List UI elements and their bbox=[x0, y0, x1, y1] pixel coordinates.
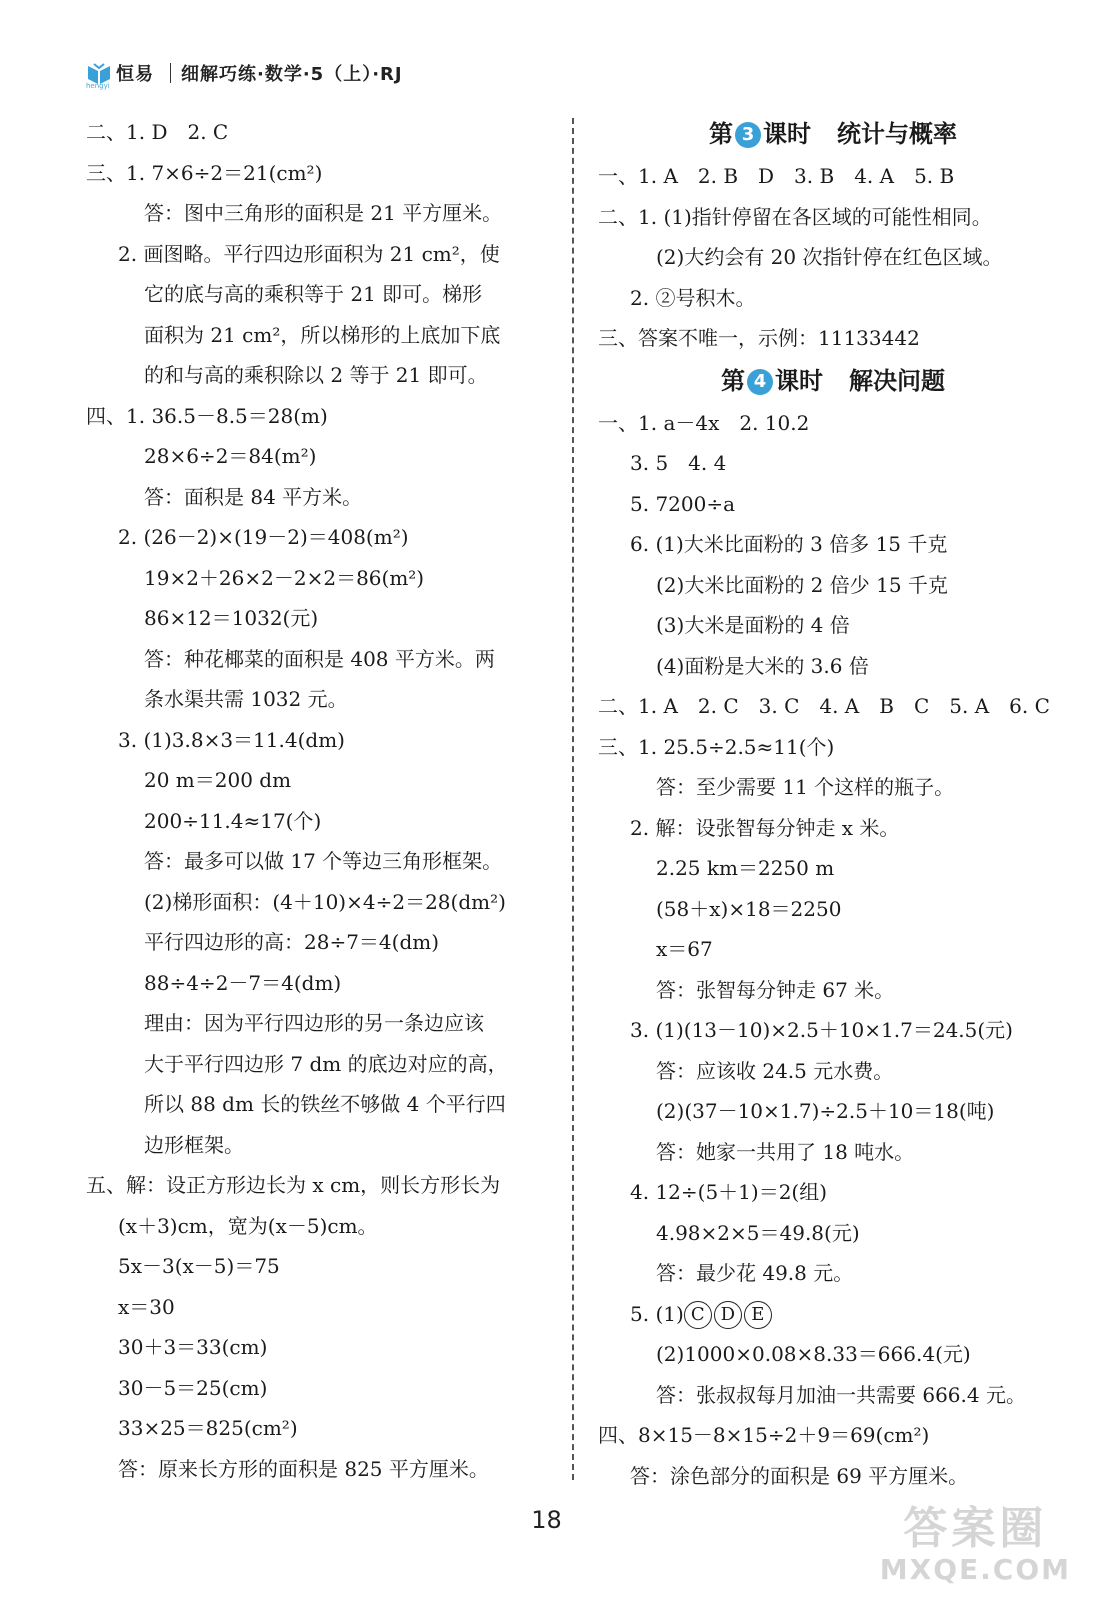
answer-line: 答：最多可以做 17 个等边三角形框架。 bbox=[144, 849, 503, 873]
answer-line: (3)大米是面粉的 4 倍 bbox=[656, 613, 850, 637]
left-column bbox=[86, 112, 556, 1489]
lesson-prefix: 第 bbox=[721, 366, 745, 395]
answer-line: 一、1. A 2. B D 3. B 4. A 5. B bbox=[598, 164, 955, 188]
answer-line: 四、8×15－8×15÷2＋9＝69(cm²) bbox=[598, 1423, 930, 1447]
answer-line: 5. 7200÷a bbox=[630, 491, 736, 516]
lesson-suffix: 课时 bbox=[763, 120, 811, 148]
answer-line: 4.98×2×5＝49.8(元) bbox=[656, 1220, 860, 1245]
answer-line: 2. 解：设张智每分钟走 x 米。 bbox=[630, 815, 900, 840]
answer-line: 答：她家一共用了 18 吨水。 bbox=[656, 1139, 915, 1164]
answer-line: 30＋3＝33(cm) bbox=[118, 1335, 268, 1359]
answer-line: 三、1. 7×6÷2＝21(cm²) bbox=[86, 160, 323, 185]
answer-line: 二、1. A 2. C 3. C 4. A B C 5. A 6. C bbox=[598, 694, 1050, 718]
answer-line: 二、1. D 2. C bbox=[86, 120, 229, 144]
lesson-number-badge: 4 bbox=[747, 369, 773, 395]
book-title: 细解巧练·数学·5（上）·RJ bbox=[181, 64, 403, 85]
answer-line: 5x－3(x－5)＝75 bbox=[118, 1254, 280, 1278]
answer-line: 四、1. 36.5－8.5＝28(m) bbox=[86, 403, 328, 428]
logo-text: 恒易 bbox=[116, 64, 154, 85]
circled-letter: D bbox=[714, 1301, 742, 1329]
answer-line: 答：张叔叔每月加油一共需要 666.4 元。 bbox=[656, 1382, 1026, 1407]
answer-line: 条水渠共需 1032 元。 bbox=[144, 687, 348, 711]
answer-line: 3. (1)3.8×3＝11.4(dm) bbox=[118, 727, 345, 752]
answer-line: (2)梯形面积：(4＋10)×4÷2＝28(dm²) bbox=[144, 889, 506, 914]
column-divider bbox=[572, 118, 574, 1480]
section-title-lesson4 bbox=[598, 359, 1068, 403]
page-number: 18 bbox=[531, 1506, 562, 1534]
answer-line: 它的底与高的乘积等于 21 即可。梯形 bbox=[144, 282, 483, 306]
lesson-suffix: 课时 bbox=[775, 366, 823, 395]
answer-line: 2. 画图略。平行四边形面积为 21 cm²，使 bbox=[118, 241, 500, 266]
page-header bbox=[86, 56, 403, 90]
answer-line: (x＋3)cm，宽为(x－5)cm。 bbox=[118, 1213, 378, 1238]
answer-line: (2)大约会有 20 次指针停在红色区域。 bbox=[656, 245, 1003, 269]
answer-line: 五、解：设正方形边长为 x cm，则长方形长为 bbox=[86, 1173, 501, 1197]
answer-line: 答：涂色部分的面积是 69 平方厘米。 bbox=[630, 1463, 969, 1488]
circled-letter: E bbox=[744, 1301, 772, 1329]
answer-line: 2. ②号积木。 bbox=[630, 285, 756, 310]
answer-line: 的和与高的乘积除以 2 等于 21 即可。 bbox=[144, 363, 488, 387]
answer-line: 答：图中三角形的面积是 21 平方厘米。 bbox=[144, 201, 503, 225]
answer-line: (2)(37－10×1.7)÷2.5＋10＝18(吨) bbox=[656, 1099, 995, 1123]
watermark bbox=[880, 1505, 1071, 1586]
answer-line: 理由：因为平行四边形的另一条边应该 bbox=[144, 1011, 484, 1035]
right-column bbox=[598, 112, 1068, 1496]
answer-line: 6. (1)大米比面粉的 3 倍多 15 千克 bbox=[630, 532, 948, 556]
answer-line: 二、1. (1)指针停留在各区域的可能性相同。 bbox=[598, 204, 992, 229]
answer-line: 86×12＝1032(元) bbox=[144, 606, 319, 630]
answer-line: 200÷11.4≈17(个) bbox=[144, 808, 322, 833]
lesson-title: 解决问题 bbox=[849, 366, 945, 395]
answer-line: (2)1000×0.08×8.33＝666.4(元) bbox=[656, 1342, 971, 1366]
answer-line: (2)大米比面粉的 2 倍少 15 千克 bbox=[656, 572, 948, 597]
answer-line: 一、1. a－4x 2. 10.2 bbox=[598, 410, 810, 435]
answer-line: 30－5＝25(cm) bbox=[118, 1375, 268, 1400]
answer-line: (58＋x)×18＝2250 bbox=[656, 896, 842, 921]
answer-line: x＝30 bbox=[118, 1294, 175, 1319]
answer-line: 答：应该收 24.5 元水费。 bbox=[656, 1058, 894, 1083]
lesson4-answers-end bbox=[598, 1334, 1068, 1496]
answer-line: x＝67 bbox=[656, 937, 713, 961]
lesson4-answers bbox=[598, 403, 1068, 1294]
answer-line: 20 m＝200 dm bbox=[144, 768, 292, 792]
answer-line: 2.25 km＝2250 m bbox=[656, 856, 835, 880]
answer-line: 28×6÷2＝84(m²) bbox=[144, 444, 317, 468]
answer-line-q5 bbox=[598, 1294, 1068, 1335]
answer-line: 平行四边形的高：28÷7＝4(dm) bbox=[144, 930, 440, 954]
answer-line: 答：面积是 84 平方米。 bbox=[144, 484, 363, 509]
answer-line: 3. (1)(13－10)×2.5＋10×1.7＝24.5(元) bbox=[630, 1018, 1013, 1042]
answer-line: 88÷4÷2－7＝4(dm) bbox=[144, 970, 342, 995]
answer-line: 33×25＝825(cm²) bbox=[118, 1416, 298, 1440]
answer-line: 2. (26－2)×(19－2)＝408(m²) bbox=[118, 525, 409, 549]
answer-line: 4. 12÷(5＋1)＝2(组) bbox=[630, 1180, 828, 1204]
answer-line: 答：至少需要 11 个这样的瓶子。 bbox=[656, 775, 955, 799]
lesson-title: 统计与概率 bbox=[837, 120, 957, 148]
answer-line: 3. 5 4. 4 bbox=[630, 451, 727, 475]
answer-line: 面积为 21 cm²，所以梯形的上底加下底 bbox=[144, 322, 501, 347]
q5-prefix: 5. (1) bbox=[630, 1301, 684, 1326]
logo-subtext: hengyi bbox=[86, 82, 110, 90]
answer-line: 答：张智每分钟走 67 米。 bbox=[656, 977, 895, 1002]
header-separator bbox=[170, 63, 171, 83]
answer-line: 三、1. 25.5÷2.5≈11(个) bbox=[598, 734, 835, 759]
answer-line: 所以 88 dm 长的铁丝不够做 4 个平行四 bbox=[144, 1092, 506, 1116]
answer-line: 三、答案不唯一，示例：11133442 bbox=[598, 326, 920, 350]
answer-line: 答：种花椰菜的面积是 408 平方米。两 bbox=[144, 646, 495, 671]
lesson-number-badge: 3 bbox=[735, 122, 761, 148]
answer-line: 答：最少花 49.8 元。 bbox=[656, 1261, 854, 1285]
answer-line: 答：原来长方形的面积是 825 平方厘米。 bbox=[118, 1456, 489, 1481]
watermark-url: MXQE.COM bbox=[879, 1553, 1071, 1586]
answer-line: 19×2＋26×2－2×2＝86(m²) bbox=[144, 565, 425, 590]
answer-line: 大于平行四边形 7 dm 的底边对应的高， bbox=[144, 1051, 508, 1076]
lesson-prefix: 第 bbox=[709, 120, 733, 148]
circled-letter: C bbox=[684, 1301, 712, 1329]
lesson3-answers bbox=[598, 156, 1068, 359]
section-title-lesson3 bbox=[598, 112, 1068, 156]
watermark-logo-text: 答案圈 bbox=[903, 1503, 1048, 1554]
answer-line: 边形框架。 bbox=[144, 1132, 244, 1157]
answer-line: (4)面粉是大米的 3.6 倍 bbox=[656, 653, 869, 678]
